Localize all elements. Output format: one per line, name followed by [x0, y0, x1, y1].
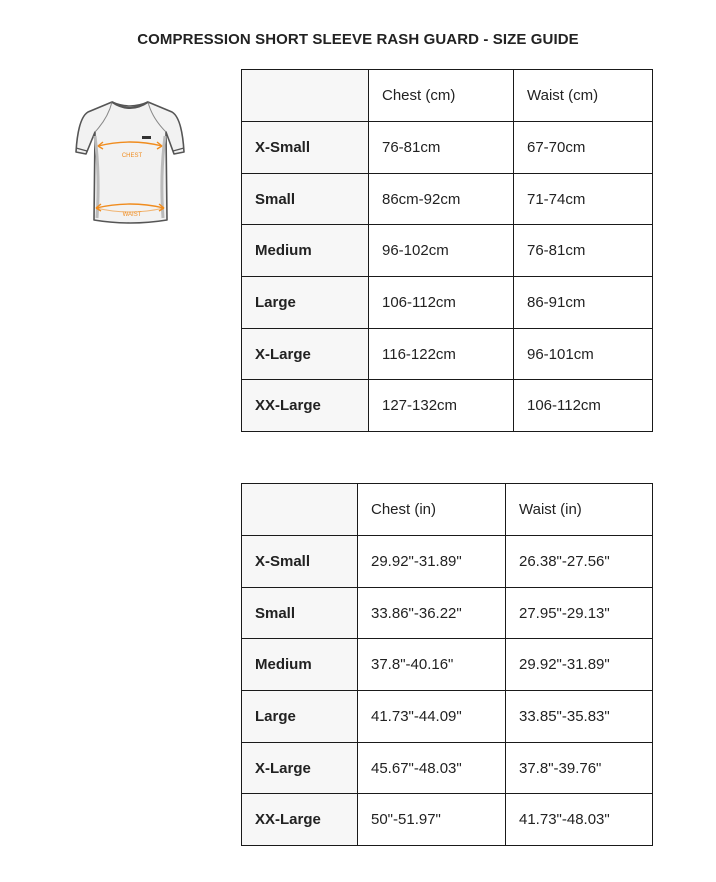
chest-value: 33.86"-36.22" — [358, 587, 506, 639]
size-label: Small — [242, 173, 369, 225]
waist-value: 27.95"-29.13" — [506, 587, 653, 639]
table-row — [242, 742, 653, 794]
size-label: Medium — [242, 639, 358, 691]
size-label: XX-Large — [242, 794, 358, 846]
table-row — [242, 691, 653, 743]
size-table-in — [241, 483, 653, 846]
chest-value: 127-132cm — [369, 380, 514, 432]
chest-value: 96-102cm — [369, 225, 514, 277]
waist-value: 96-101cm — [514, 328, 653, 380]
size-label: X-Large — [242, 328, 369, 380]
table-row — [242, 794, 653, 846]
table-row — [242, 122, 653, 174]
chest-value: 37.8"-40.16" — [358, 639, 506, 691]
chest-value: 106-112cm — [369, 277, 514, 329]
waist-value: 76-81cm — [514, 225, 653, 277]
table-header-row — [242, 70, 653, 122]
chest-value: 50"-51.97" — [358, 794, 506, 846]
waist-value: 106-112cm — [514, 380, 653, 432]
header-waist-cm: Waist (cm) — [514, 70, 653, 122]
size-label: XX-Large — [242, 380, 369, 432]
chest-value: 29.92"-31.89" — [358, 536, 506, 588]
chest-value: 41.73"-44.09" — [358, 691, 506, 743]
chest-label: CHEST — [121, 153, 143, 159]
size-label: Medium — [242, 225, 369, 277]
chest-value: 45.67"-48.03" — [358, 742, 506, 794]
waist-value: 67-70cm — [514, 122, 653, 174]
header-waist-in: Waist (in) — [506, 484, 653, 536]
header-corner-cell — [242, 484, 358, 536]
table-row — [242, 173, 653, 225]
size-label: X-Small — [242, 122, 369, 174]
table-row — [242, 328, 653, 380]
waist-value: 41.73"-48.03" — [506, 794, 653, 846]
waist-value: 33.85"-35.83" — [506, 691, 653, 743]
waist-value: 37.8"-39.76" — [506, 742, 653, 794]
size-table-cm — [241, 69, 653, 432]
waist-label: WAIST — [122, 212, 142, 218]
tshirt-icon — [72, 96, 188, 228]
table-row — [242, 536, 653, 588]
table-header-row — [242, 484, 653, 536]
table-row — [242, 277, 653, 329]
size-label: X-Large — [242, 742, 358, 794]
table-row — [242, 225, 653, 277]
waist-value: 86-91cm — [514, 277, 653, 329]
header-chest-in: Chest (in) — [358, 484, 506, 536]
chest-value: 116-122cm — [369, 328, 514, 380]
waist-value: 71-74cm — [514, 173, 653, 225]
page-title: COMPRESSION SHORT SLEEVE RASH GUARD - SIZE GUIDE — [137, 31, 579, 48]
size-label: Small — [242, 587, 358, 639]
table-row — [242, 639, 653, 691]
header-corner-cell — [242, 70, 369, 122]
size-label: Large — [242, 691, 358, 743]
size-label: X-Small — [242, 536, 358, 588]
table-row — [242, 380, 653, 432]
size-label: Large — [242, 277, 369, 329]
waist-value: 29.92"-31.89" — [506, 639, 653, 691]
waist-value: 26.38"-27.56" — [506, 536, 653, 588]
chest-value: 86cm-92cm — [369, 173, 514, 225]
header-chest-cm: Chest (cm) — [369, 70, 514, 122]
table-row — [242, 587, 653, 639]
chest-value: 76-81cm — [369, 122, 514, 174]
